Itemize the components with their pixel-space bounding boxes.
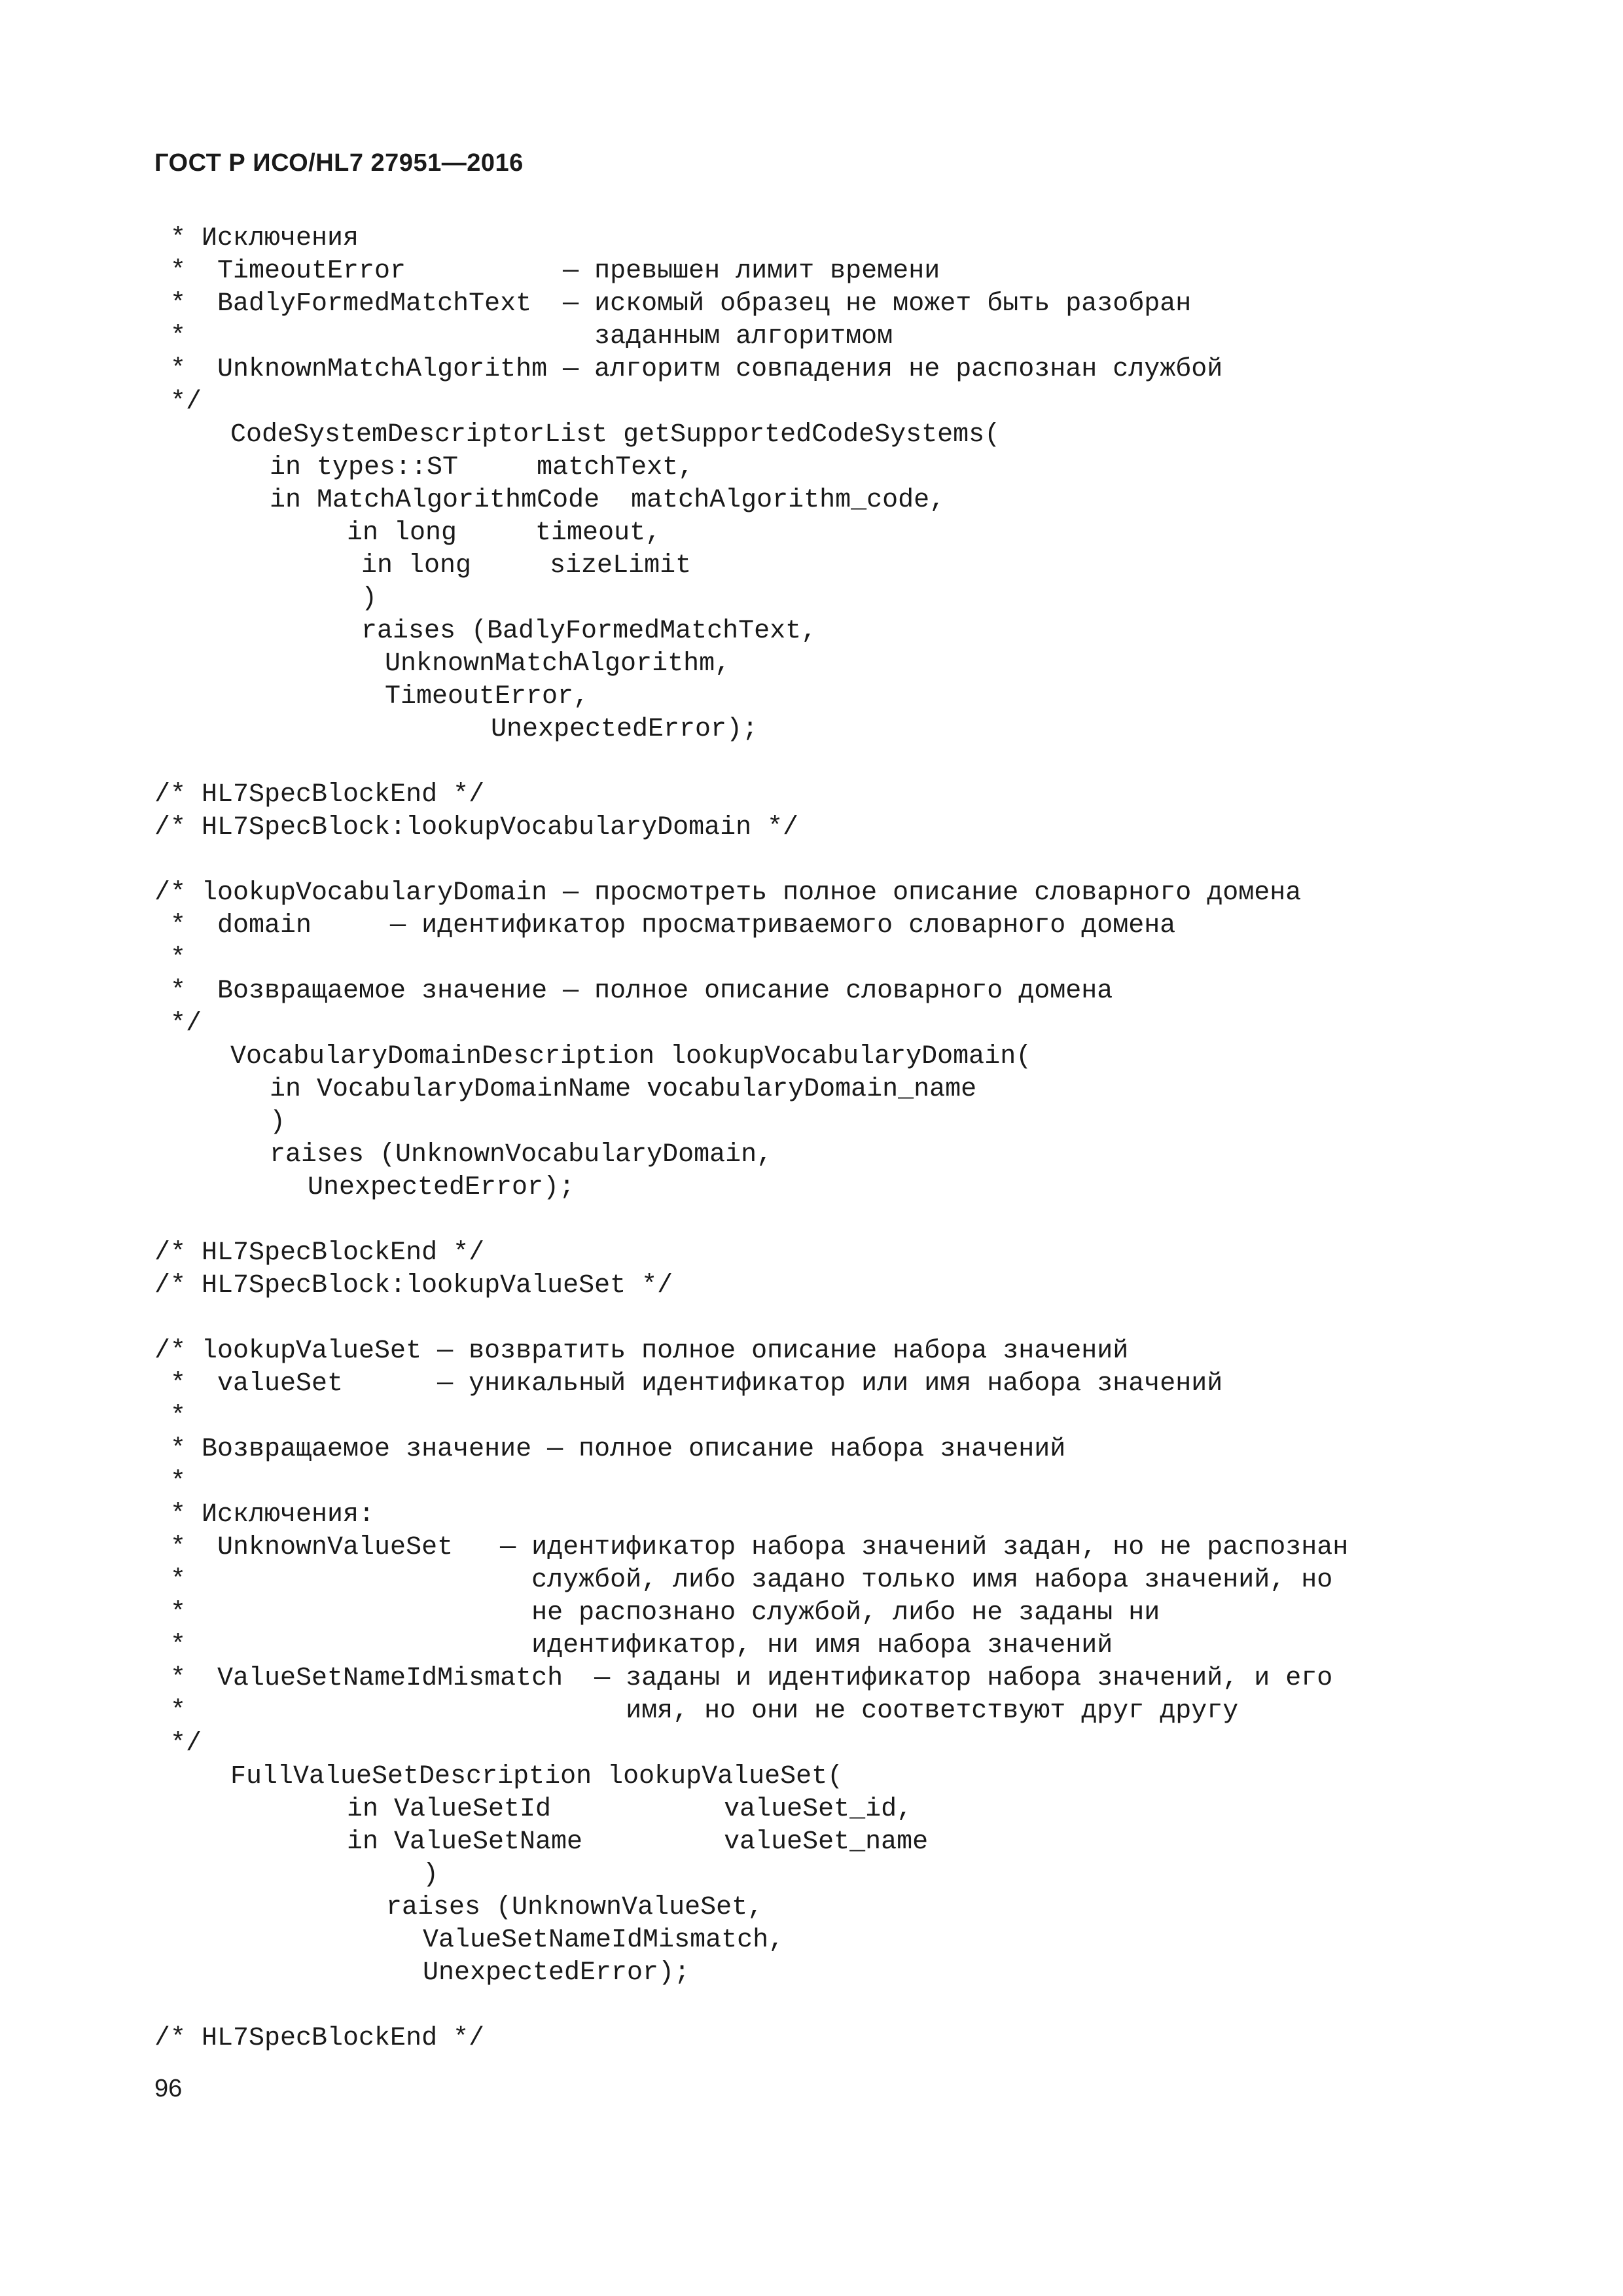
- code-line: UnexpectedError);: [491, 715, 758, 744]
- code-line: /* HL7SpecBlockEnd */: [154, 1238, 485, 1268]
- code-line: * valueSet — уникальный идентификатор или имя набора значений: [154, 1369, 1223, 1399]
- code-line: ValueSetNameIdMismatch,: [423, 1926, 785, 1955]
- code-line: * имя, но они не соответствуют друг другу: [154, 1696, 1239, 1726]
- code-line: * идентификатор, ни имя набора значений: [154, 1631, 1113, 1660]
- code-line: * службой, либо задано только имя набора значений, но: [154, 1566, 1333, 1595]
- code-line: */: [154, 387, 202, 417]
- code-line: in MatchAlgorithmCode matchAlgorithm_code,: [270, 486, 946, 515]
- code-line: * Исключения:: [154, 1500, 375, 1530]
- code-line: * BadlyFormedMatchText — искомый образец не может быть разобран: [154, 289, 1192, 319]
- code-line: FullValueSetDescription lookupValueSet(: [230, 1762, 844, 1791]
- code-line: /* lookupVocabularyDomain — просмотреть полное описание словарного домена: [154, 878, 1302, 908]
- code-line: in long sizeLimit: [361, 551, 692, 581]
- code-line: UnknownMatchAlgorithm,: [385, 649, 731, 679]
- code-line: VocabularyDomainDescription lookupVocabularyDomain(: [230, 1042, 1032, 1071]
- code-line: /* lookupValueSet — возвратить полное описание набора значений: [154, 1336, 1129, 1366]
- code-line: * Возвращаемое значение — полное описание словарного домена: [154, 977, 1113, 1006]
- code-line: UnexpectedError);: [423, 1958, 690, 1988]
- code-line: *: [154, 944, 187, 973]
- code-line: in long timeout,: [347, 518, 662, 548]
- page-number: 96: [154, 2075, 183, 2102]
- document-header: ГОСТ Р ИСО/HL7 27951—2016: [154, 149, 524, 177]
- code-line: ): [423, 1860, 439, 1890]
- code-line: in ValueSetId valueSet_id,: [347, 1795, 913, 1824]
- code-line: TimeoutError,: [385, 682, 590, 711]
- code-line: raises (BadlyFormedMatchText,: [361, 617, 817, 646]
- code-line: /* HL7SpecBlockEnd */: [154, 2024, 485, 2053]
- code-line: * Возвращаемое значение — полное описание набора значений: [154, 1435, 1066, 1464]
- code-line: * Исключения: [154, 224, 359, 253]
- code-line: ): [361, 584, 378, 613]
- code-line: raises (UnknownVocabularyDomain,: [270, 1140, 773, 1170]
- code-line: * domain — идентификатор просматриваемого словарного домена: [154, 911, 1176, 941]
- code-line: in types::ST matchText,: [270, 453, 694, 482]
- code-line: *: [154, 1467, 187, 1497]
- code-line: ): [270, 1107, 286, 1137]
- code-line: * заданным алгоритмом: [154, 322, 893, 351]
- code-line: in VocabularyDomainName vocabularyDomain_name: [270, 1075, 977, 1104]
- code-line: in ValueSetName valueSet_name: [347, 1827, 929, 1857]
- code-line: */: [154, 1009, 202, 1039]
- code-line: * UnknownMatchAlgorithm — алгоритм совпадения не распознан службой: [154, 355, 1223, 384]
- code-line: /* HL7SpecBlockEnd */: [154, 780, 485, 810]
- code-line: */: [154, 1729, 202, 1759]
- code-line: /* HL7SpecBlock:lookupValueSet */: [154, 1271, 673, 1300]
- code-line: * не распознано службой, либо не заданы ни: [154, 1598, 1160, 1628]
- code-line: raises (UnknownValueSet,: [386, 1893, 764, 1922]
- code-line: /* HL7SpecBlock:lookupVocabularyDomain */: [154, 813, 799, 842]
- code-line: * TimeoutError — превышен лимит времени: [154, 257, 940, 286]
- code-line: * UnknownValueSet — идентификатор набора значений задан, но не распознан: [154, 1533, 1349, 1562]
- code-line: * ValueSetNameIdMismatch — заданы и идентификатор набора значений, и его: [154, 1664, 1333, 1693]
- code-line: UnexpectedError);: [308, 1173, 575, 1202]
- code-line: CodeSystemDescriptorList getSupportedCodeSystems(: [230, 420, 1001, 450]
- code-line: *: [154, 1402, 187, 1431]
